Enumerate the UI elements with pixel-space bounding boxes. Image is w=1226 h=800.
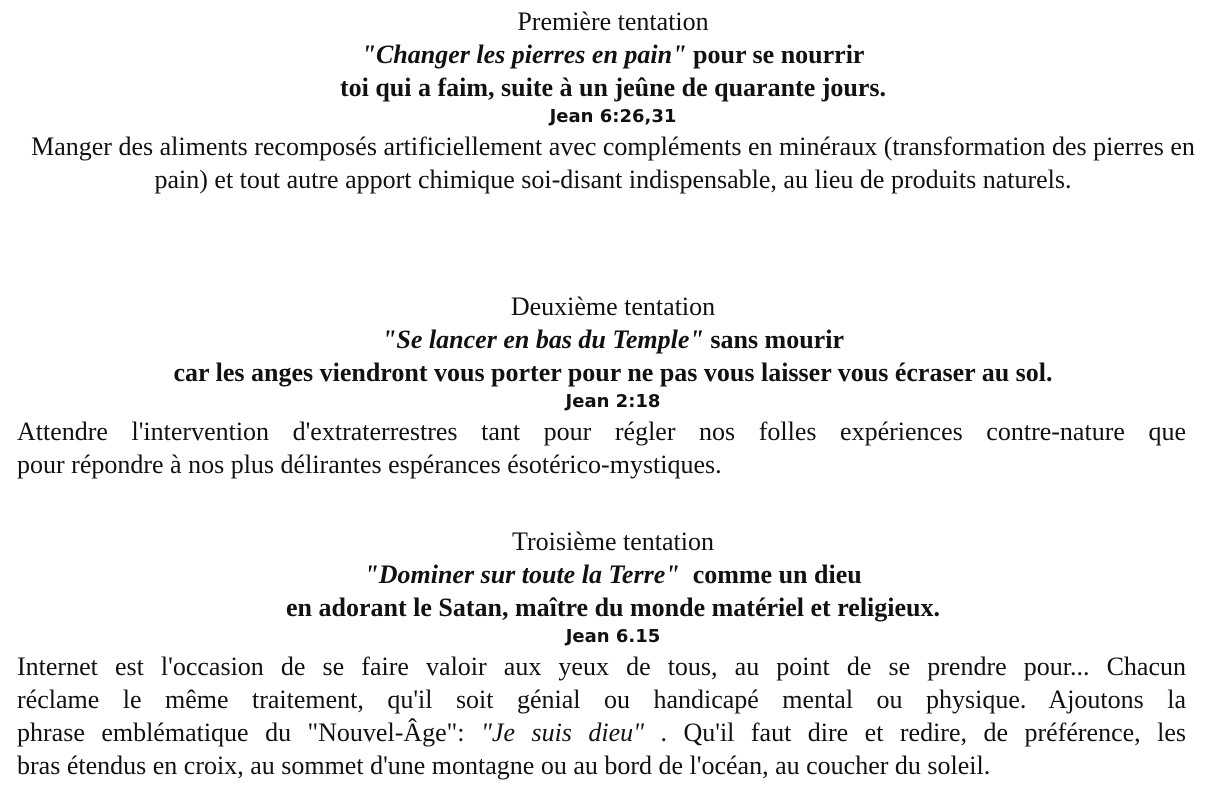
temptation-2-reference: Jean 2:18 (565, 391, 661, 412)
temptation-3 (0, 525, 1226, 782)
temptation-3-body-line: Internet est l'occasion de se faire valoir aux yeux de tous, au point de se prendre pour... Chacun (17, 652, 1186, 681)
temptation-2-quote: "Se lancer en bas du Temple" (382, 325, 704, 354)
temptation-3-line2: en adorant le Satan, maître du monde matériel et religieux. (285, 593, 940, 622)
temptation-2-quote-rest: sans mourir (703, 325, 844, 354)
temptation-1-quote-line (0, 38, 1226, 71)
temptation-1-reference: Jean 6:26,31 (549, 106, 677, 127)
temptation-2 (0, 290, 1226, 481)
temptation-3-body-line: réclame le même traitement, qu'il soit génial ou handicapé mental ou physique. Ajoutons la (17, 685, 1186, 714)
temptation-3-body-line (17, 716, 1186, 749)
temptation-3-body (0, 650, 1226, 782)
temptation-2-heading: Deuxième tentation (510, 292, 716, 321)
temptation-3-reference: Jean 6.15 (565, 626, 661, 647)
temptation-2-body-line: Attendre l'intervention d'extraterrestres tant pour régler nos folles expériences contre-nature que (17, 417, 1186, 446)
temptation-3-quote-rest: comme un dieu (679, 560, 862, 589)
temptation-1-quote-rest: pour se nourrir (686, 40, 865, 69)
temptation-3-body-line: bras étendus en croix, au sommet d'une montagne ou au bord de l'océan, au coucher du soleil. (17, 751, 991, 780)
temptation-2-line2: car les anges viendront vous porter pour ne pas vous laisser vous écraser au sol. (173, 358, 1053, 387)
body-line3-post: . Qu'il faut dire et redire, de préférence, les (644, 718, 1187, 747)
body-line3-pre: phrase emblématique du "Nouvel-Âge": (17, 718, 481, 747)
temptation-3-quote-line (0, 558, 1226, 591)
temptation-1-line2: toi qui a faim, suite à un jeûne de quarante jours. (339, 73, 887, 102)
temptation-1-heading: Première tentation (517, 7, 709, 36)
temptation-2-body-line: pour répondre à nos plus délirantes espérances ésotérico-mystiques. (17, 450, 722, 479)
temptation-2-quote-line (0, 323, 1226, 356)
temptation-3-heading: Troisième tentation (512, 527, 714, 556)
temptation-2-body (0, 415, 1226, 481)
temptation-1-body: Manger des aliments recomposés artificiellement avec compléments en minéraux (transformation des pierres en pain) et tout autre apport chimique soi-disant indispensable, au lieu de produits naturels. (31, 132, 1195, 194)
je-suis-dieu-quote: "Je suis dieu" (480, 718, 645, 747)
temptation-3-quote: "Dominer sur toute la Terre" (364, 560, 680, 589)
temptation-1 (0, 5, 1226, 196)
temptation-1-quote: "Changer les pierres en pain" (361, 40, 687, 69)
